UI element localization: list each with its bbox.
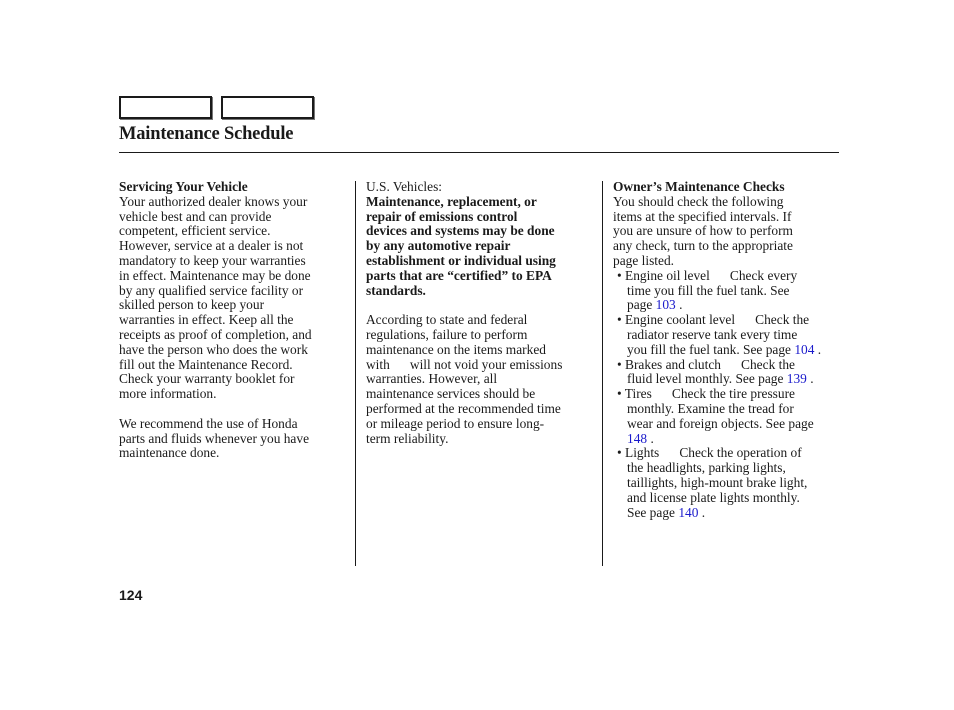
text-line: repair of emissions control xyxy=(366,208,518,224)
nav-button-2[interactable] xyxy=(221,96,314,119)
text-line: by any qualified service facility or xyxy=(119,282,304,298)
punctuation: . xyxy=(814,341,822,357)
text-line: more information. xyxy=(119,386,217,402)
column-servicing xyxy=(119,180,344,461)
text-line: standards. xyxy=(366,282,426,298)
text-line: warranties in effect. Keep all the xyxy=(119,312,294,328)
emissions-bold-statement xyxy=(366,195,598,299)
text-line: page listed. xyxy=(613,252,674,268)
paragraph-gap xyxy=(366,298,598,313)
page-link-103[interactable]: 103 xyxy=(655,297,676,313)
text-line: parts and fluids whenever you have xyxy=(119,430,310,446)
text-line: in effect. Maintenance may be done xyxy=(119,267,311,283)
text-line: Check your warranty booklet for xyxy=(119,371,295,387)
text-line: devices and systems may be done xyxy=(366,223,555,239)
column-us-vehicles xyxy=(366,180,598,446)
punctuation: . xyxy=(698,504,706,520)
check-item-title: • Engine coolant level Check the xyxy=(617,312,810,328)
text-line: According to state and federal xyxy=(366,312,528,328)
page-title: Maintenance Schedule xyxy=(119,124,294,144)
text-line: have the person who does the work xyxy=(119,341,308,357)
section-heading-owner-checks: Owner’s Maintenance Checks xyxy=(613,179,785,194)
check-item-title: • Engine oil level Check every xyxy=(617,267,798,283)
page-link-148[interactable]: 148 xyxy=(627,430,648,446)
text-line: skilled person to keep your xyxy=(119,297,265,313)
title-divider xyxy=(119,152,839,153)
page-link-104[interactable]: 104 xyxy=(794,341,815,357)
text-line: establishment or individual using xyxy=(366,252,556,268)
text-line: page xyxy=(627,297,656,313)
text-line: maintenance services should be xyxy=(366,386,536,402)
check-item-tires xyxy=(613,387,845,446)
text-line: vehicle best and can provide xyxy=(119,208,272,224)
text-line: Your authorized dealer knows your xyxy=(119,193,308,209)
text-line: taillights, high-mount brake light, xyxy=(627,474,808,490)
column-divider-1 xyxy=(355,181,356,566)
text-line: you fill the fuel tank. See page xyxy=(627,341,795,357)
servicing-paragraph-2 xyxy=(119,417,344,461)
paragraph-gap xyxy=(119,402,344,417)
check-item-lights xyxy=(613,446,845,520)
text-line: any check, turn to the appropriate xyxy=(613,238,793,254)
us-vehicles-label: U.S. Vehicles: xyxy=(366,179,443,194)
page-reference xyxy=(613,506,845,521)
text-line: with will not void your emissions xyxy=(366,356,563,372)
page-reference xyxy=(613,298,845,313)
page-link-139[interactable]: 139 xyxy=(786,371,807,387)
section-heading-servicing: Servicing Your Vehicle xyxy=(119,179,248,194)
servicing-paragraph-1 xyxy=(119,195,344,402)
check-item-brakes-clutch xyxy=(613,358,845,388)
text-line: by any automotive repair xyxy=(366,238,511,254)
text-line: or mileage period to ensure long- xyxy=(366,415,545,431)
text-line: However, service at a dealer is not xyxy=(119,238,304,254)
text-line: time you fill the fuel tank. See xyxy=(627,282,790,298)
check-item-engine-oil xyxy=(613,269,845,313)
check-item-title: • Tires Check the tire pressure xyxy=(617,386,795,402)
text-line: mandatory to keep your warranties xyxy=(119,252,306,268)
text-line: fill out the Maintenance Record. xyxy=(119,356,293,372)
text-line: maintenance on the items marked xyxy=(366,341,546,357)
check-item-engine-coolant xyxy=(613,313,845,357)
text-line: performed at the recommended time xyxy=(366,400,561,416)
nav-button-1[interactable] xyxy=(119,96,212,119)
text-line: radiator reserve tank every time xyxy=(627,326,798,342)
text-line: and license plate lights monthly. xyxy=(627,489,800,505)
check-item-title: • Brakes and clutch Check the xyxy=(617,356,795,372)
text-line: monthly. Examine the tread for xyxy=(627,400,794,416)
text-line: wear and foreign objects. See page xyxy=(627,415,814,431)
punctuation: . xyxy=(647,430,654,446)
text-line: See page xyxy=(627,504,679,520)
column-divider-2 xyxy=(602,181,603,566)
text-line: term reliability. xyxy=(366,430,449,446)
page-reference xyxy=(613,372,845,387)
text-line: the headlights, parking lights, xyxy=(627,460,786,476)
page-link-140[interactable]: 140 xyxy=(678,504,699,520)
text-line: We recommend the use of Honda xyxy=(119,415,298,431)
text-line: parts that are “certified” to EPA xyxy=(366,267,552,283)
page-number: 124 xyxy=(119,587,143,603)
text-line: you are unsure of how to perform xyxy=(613,223,793,239)
text-line: competent, efficient service. xyxy=(119,223,271,239)
text-line: items at the specified intervals. If xyxy=(613,208,792,224)
text-line: regulations, failure to perform xyxy=(366,326,528,342)
page-reference xyxy=(613,432,845,447)
text-line: warranties. However, all xyxy=(366,371,498,387)
text-line: fluid level monthly. See page xyxy=(627,371,787,387)
text-line: maintenance done. xyxy=(119,445,220,461)
page-reference xyxy=(613,343,845,358)
text-line: You should check the following xyxy=(613,193,784,209)
text-line: receipts as proof of completion, and xyxy=(119,326,312,342)
text-line: Maintenance, replacement, or xyxy=(366,193,537,209)
column-owner-checks xyxy=(613,180,845,520)
check-item-title: • Lights Check the operation of xyxy=(617,445,802,461)
punctuation: . xyxy=(675,297,683,313)
punctuation: . xyxy=(806,371,814,387)
regulations-paragraph xyxy=(366,313,598,446)
owner-checks-intro xyxy=(613,195,845,269)
